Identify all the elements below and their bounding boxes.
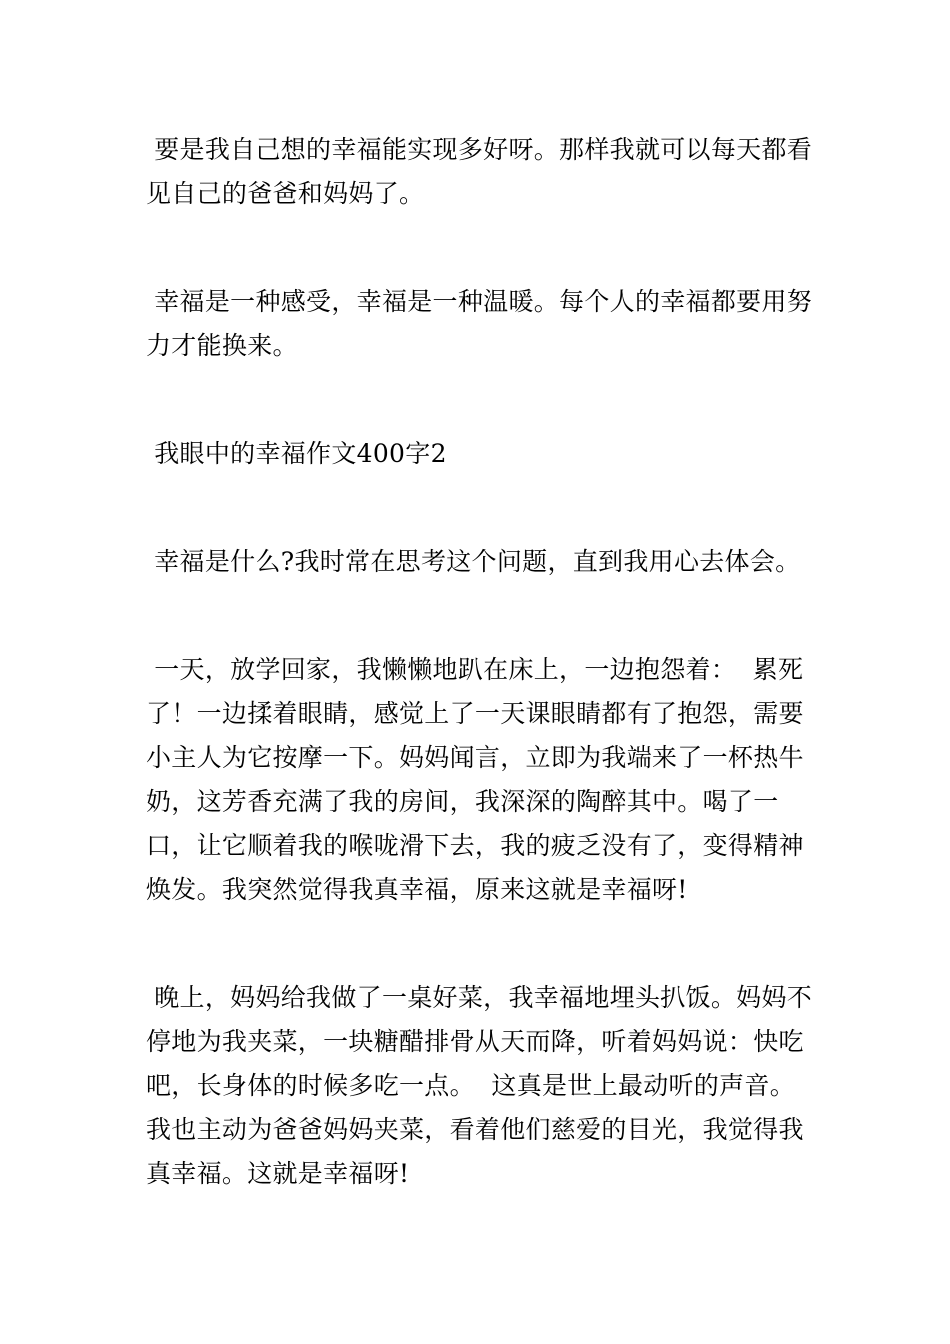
essay-heading: 我眼中的幸福作文400字2 xyxy=(146,439,447,468)
paragraph-spacer xyxy=(146,912,814,976)
document-page xyxy=(146,128,814,1196)
paragraph-spacer xyxy=(146,216,814,280)
paragraph-spacer xyxy=(146,368,814,432)
paragraph-what-is-happiness: 幸福是什么?我时常在思考这个问题，直到我用心去体会。 xyxy=(146,547,801,576)
paragraph-happiness-feeling: 幸福是一种感受，幸福是一种温暖。每个人的幸福都要用努力才能换来。 xyxy=(146,287,813,360)
paragraph-dinner: 晚上，妈妈给我做了一桌好菜，我幸福地埋头扒饭。妈妈不停地为我夹菜，一块糖醋排骨从天而降，听着妈妈说：快吃吧，长身体的时候多吃一点。 这真是世上最动听的声音。我也主动为爸爸妈妈夹菜，看着他们慈爱的目光，我觉得我真幸福。这就是幸福呀! xyxy=(146,983,813,1188)
paragraph-wish: 要是我自己想的幸福能实现多好呀。那样我就可以每天都看见自己的爸爸和妈妈了。 xyxy=(146,135,813,208)
paragraph-spacer xyxy=(146,584,814,648)
paragraph-spacer xyxy=(146,476,814,540)
paragraph-after-school: 一天，放学回家，我懒懒地趴在床上，一边抱怨着： 累死了！一边揉着眼睛，感觉上了一天课眼睛都有了抱怨，需要小主人为它按摩一下。妈妈闻言，立即为我端来了一杯热牛奶，这芳香充满了我的房间，我深深的陶醉其中。喝了一口，让它顺着我的喉咙滑下去，我的疲乏没有了，变得精神焕发。我突然觉得我真幸福，原来这就是幸福呀! xyxy=(146,655,804,904)
